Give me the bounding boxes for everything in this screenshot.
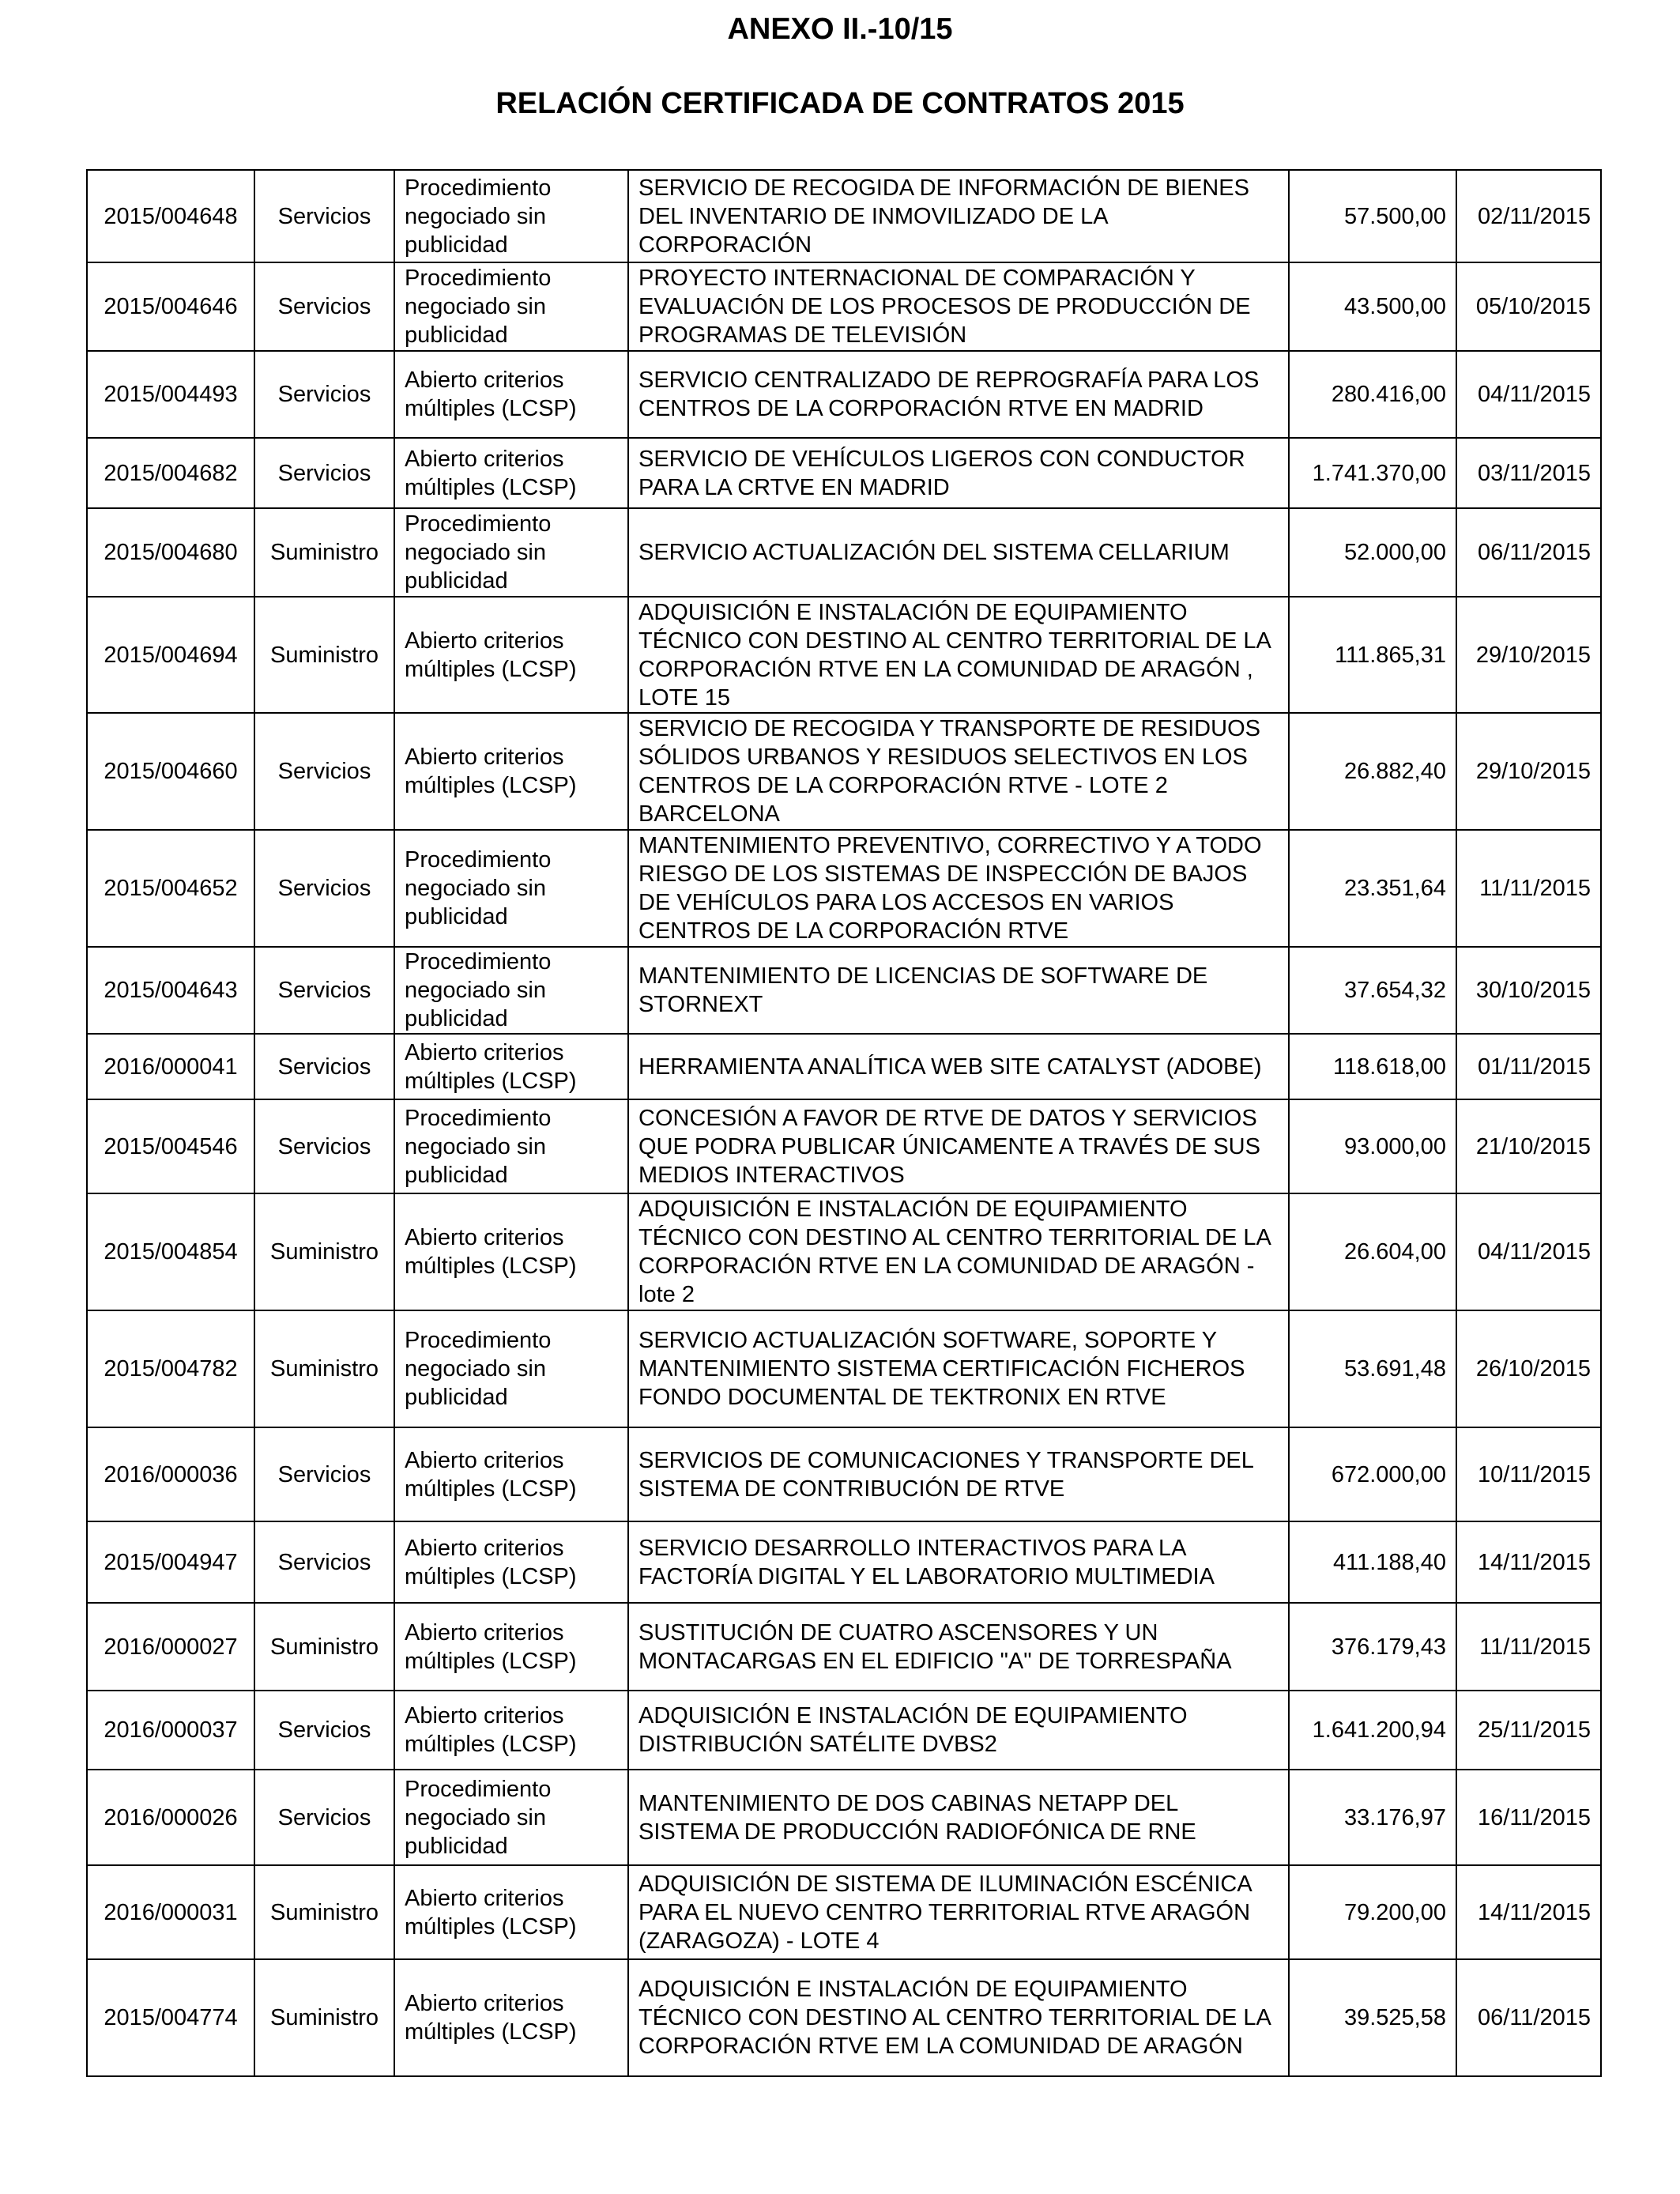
date-cell: 01/11/2015 bbox=[1456, 1034, 1601, 1099]
object-cell: SUSTITUCIÓN DE CUATRO ASCENSORES Y UN MONTACARGAS EN EL EDIFICIO "A" DE TORRESPAÑA bbox=[628, 1603, 1289, 1691]
table-row bbox=[87, 713, 1601, 830]
contract-number-cell: 2015/004854 bbox=[87, 1193, 254, 1310]
table-row bbox=[87, 1691, 1601, 1770]
amount-cell: 93.000,00 bbox=[1289, 1099, 1456, 1193]
contract-number-cell: 2016/000031 bbox=[87, 1865, 254, 1959]
date-cell: 25/11/2015 bbox=[1456, 1691, 1601, 1770]
object-cell: MANTENIMIENTO DE LICENCIAS DE SOFTWARE DE STORNEXT bbox=[628, 947, 1289, 1034]
table-row bbox=[87, 1959, 1601, 2076]
table-row bbox=[87, 1427, 1601, 1521]
object-cell: SERVICIO CENTRALIZADO DE REPROGRAFÍA PARA LOS CENTROS DE LA CORPORACIÓN RTVE EN MADRID bbox=[628, 351, 1289, 438]
contract-type-cell: Servicios bbox=[254, 830, 394, 947]
date-cell: 04/11/2015 bbox=[1456, 1193, 1601, 1310]
procedure-cell: Procedimiento negociado sin publicidad bbox=[394, 1770, 628, 1865]
contract-number-cell: 2015/004774 bbox=[87, 1959, 254, 2076]
amount-cell: 33.176,97 bbox=[1289, 1770, 1456, 1865]
date-cell: 06/11/2015 bbox=[1456, 508, 1601, 597]
object-cell: ADQUISICIÓN DE SISTEMA DE ILUMINACIÓN ESCÉNICA PARA EL NUEVO CENTRO TERRITORIAL RTVE ARAGÓN (ZARAGOZA) - LOTE 4 bbox=[628, 1865, 1289, 1959]
amount-cell: 118.618,00 bbox=[1289, 1034, 1456, 1099]
amount-cell: 376.179,43 bbox=[1289, 1603, 1456, 1691]
date-cell: 26/10/2015 bbox=[1456, 1310, 1601, 1427]
date-cell: 03/11/2015 bbox=[1456, 438, 1601, 508]
date-cell: 14/11/2015 bbox=[1456, 1865, 1601, 1959]
date-cell: 29/10/2015 bbox=[1456, 713, 1601, 830]
table-row bbox=[87, 262, 1601, 351]
amount-cell: 52.000,00 bbox=[1289, 508, 1456, 597]
date-cell: 29/10/2015 bbox=[1456, 597, 1601, 713]
procedure-cell: Procedimiento negociado sin publicidad bbox=[394, 1310, 628, 1427]
page-title: ANEXO II.-10/15 bbox=[727, 13, 953, 46]
table-row bbox=[87, 438, 1601, 508]
date-cell: 21/10/2015 bbox=[1456, 1099, 1601, 1193]
table-row bbox=[87, 1865, 1601, 1959]
contract-number-cell: 2015/004660 bbox=[87, 713, 254, 830]
amount-cell: 280.416,00 bbox=[1289, 351, 1456, 438]
contract-number-cell: 2016/000037 bbox=[87, 1691, 254, 1770]
amount-cell: 39.525,58 bbox=[1289, 1959, 1456, 2076]
contract-type-cell: Servicios bbox=[254, 262, 394, 351]
object-cell: MANTENIMIENTO PREVENTIVO, CORRECTIVO Y A TODO RIESGO DE LOS SISTEMAS DE INSPECCIÓN DE BAJOS DE VEHÍCULOS PARA LOS ACCESOS EN VARIOS CENTROS DE LA CORPORACIÓN RTVE bbox=[628, 830, 1289, 947]
object-cell: SERVICIO DESARROLLO INTERACTIVOS PARA LA FACTORÍA DIGITAL Y EL LABORATORIO MULTIMEDIA bbox=[628, 1521, 1289, 1603]
object-cell: CONCESIÓN A FAVOR DE RTVE DE DATOS Y SERVICIOS QUE PODRA PUBLICAR ÚNICAMENTE A TRAVÉS DE SUS MEDIOS INTERACTIVOS bbox=[628, 1099, 1289, 1193]
contract-type-cell: Servicios bbox=[254, 947, 394, 1034]
amount-cell: 1.741.370,00 bbox=[1289, 438, 1456, 508]
procedure-cell: Procedimiento negociado sin publicidad bbox=[394, 262, 628, 351]
contract-number-cell: 2015/004652 bbox=[87, 830, 254, 947]
table-row bbox=[87, 508, 1601, 597]
object-cell: SERVICIO DE RECOGIDA DE INFORMACIÓN DE BIENES DEL INVENTARIO DE INMOVILIZADO DE LA CORPORACIÓN bbox=[628, 170, 1289, 262]
amount-cell: 37.654,32 bbox=[1289, 947, 1456, 1034]
contract-type-cell: Suministro bbox=[254, 508, 394, 597]
object-cell: SERVICIOS DE COMUNICACIONES Y TRANSPORTE DEL SISTEMA DE CONTRIBUCIÓN DE RTVE bbox=[628, 1427, 1289, 1521]
contract-number-cell: 2016/000027 bbox=[87, 1603, 254, 1691]
contract-number-cell: 2015/004782 bbox=[87, 1310, 254, 1427]
amount-cell: 79.200,00 bbox=[1289, 1865, 1456, 1959]
procedure-cell: Abierto criterios múltiples (LCSP) bbox=[394, 713, 628, 830]
table-row bbox=[87, 1770, 1601, 1865]
contract-number-cell: 2015/004682 bbox=[87, 438, 254, 508]
procedure-cell: Procedimiento negociado sin publicidad bbox=[394, 170, 628, 262]
contract-number-cell: 2015/004680 bbox=[87, 508, 254, 597]
date-cell: 14/11/2015 bbox=[1456, 1521, 1601, 1603]
table-row bbox=[87, 1099, 1601, 1193]
date-cell: 11/11/2015 bbox=[1456, 1603, 1601, 1691]
table-row bbox=[87, 1521, 1601, 1603]
contract-number-cell: 2016/000041 bbox=[87, 1034, 254, 1099]
table-row bbox=[87, 830, 1601, 947]
procedure-cell: Procedimiento negociado sin publicidad bbox=[394, 830, 628, 947]
procedure-cell: Procedimiento negociado sin publicidad bbox=[394, 1099, 628, 1193]
contract-type-cell: Servicios bbox=[254, 1691, 394, 1770]
date-cell: 04/11/2015 bbox=[1456, 351, 1601, 438]
procedure-cell: Procedimiento negociado sin publicidad bbox=[394, 947, 628, 1034]
date-cell: 11/11/2015 bbox=[1456, 830, 1601, 947]
contract-number-cell: 2015/004694 bbox=[87, 597, 254, 713]
table-row bbox=[87, 1603, 1601, 1691]
contract-number-cell: 2015/004643 bbox=[87, 947, 254, 1034]
contract-type-cell: Suministro bbox=[254, 1959, 394, 2076]
contract-type-cell: Suministro bbox=[254, 597, 394, 713]
amount-cell: 23.351,64 bbox=[1289, 830, 1456, 947]
object-cell: ADQUISICIÓN E INSTALACIÓN DE EQUIPAMIENTO DISTRIBUCIÓN SATÉLITE DVBS2 bbox=[628, 1691, 1289, 1770]
contract-type-cell: Servicios bbox=[254, 170, 394, 262]
object-cell: ADQUISICIÓN E INSTALACIÓN DE EQUIPAMIENTO TÉCNICO CON DESTINO AL CENTRO TERRITORIAL DE LA CORPORACIÓN RTVE EN LA COMUNIDAD DE ARAGÓN - lote 2 bbox=[628, 1193, 1289, 1310]
procedure-cell: Abierto criterios múltiples (LCSP) bbox=[394, 1427, 628, 1521]
contracts-table bbox=[86, 169, 1602, 2077]
amount-cell: 411.188,40 bbox=[1289, 1521, 1456, 1603]
procedure-cell: Abierto criterios múltiples (LCSP) bbox=[394, 597, 628, 713]
amount-cell: 53.691,48 bbox=[1289, 1310, 1456, 1427]
date-cell: 05/10/2015 bbox=[1456, 262, 1601, 351]
contract-number-cell: 2016/000036 bbox=[87, 1427, 254, 1521]
date-cell: 10/11/2015 bbox=[1456, 1427, 1601, 1521]
page-subtitle: RELACIÓN CERTIFICADA DE CONTRATOS 2015 bbox=[495, 87, 1185, 120]
table-row bbox=[87, 1034, 1601, 1099]
procedure-cell: Abierto criterios múltiples (LCSP) bbox=[394, 1691, 628, 1770]
procedure-cell: Abierto criterios múltiples (LCSP) bbox=[394, 351, 628, 438]
object-cell: SERVICIO DE RECOGIDA Y TRANSPORTE DE RESIDUOS SÓLIDOS URBANOS Y RESIDUOS SELECTIVOS EN LOS CENTROS DE LA CORPORACIÓN RTVE - LOTE 2 BARCELONA bbox=[628, 713, 1289, 830]
contract-type-cell: Servicios bbox=[254, 1034, 394, 1099]
contract-type-cell: Servicios bbox=[254, 1099, 394, 1193]
procedure-cell: Abierto criterios múltiples (LCSP) bbox=[394, 1865, 628, 1959]
amount-cell: 111.865,31 bbox=[1289, 597, 1456, 713]
procedure-cell: Abierto criterios múltiples (LCSP) bbox=[394, 1521, 628, 1603]
contract-type-cell: Suministro bbox=[254, 1193, 394, 1310]
contract-number-cell: 2016/000026 bbox=[87, 1770, 254, 1865]
contract-type-cell: Suministro bbox=[254, 1603, 394, 1691]
contract-type-cell: Servicios bbox=[254, 438, 394, 508]
object-cell: MANTENIMIENTO DE DOS CABINAS NETAPP DEL SISTEMA DE PRODUCCIÓN RADIOFÓNICA DE RNE bbox=[628, 1770, 1289, 1865]
contract-number-cell: 2015/004947 bbox=[87, 1521, 254, 1603]
contract-number-cell: 2015/004648 bbox=[87, 170, 254, 262]
table-row bbox=[87, 597, 1601, 713]
procedure-cell: Abierto criterios múltiples (LCSP) bbox=[394, 1034, 628, 1099]
table-row bbox=[87, 170, 1601, 262]
procedure-cell: Abierto criterios múltiples (LCSP) bbox=[394, 1603, 628, 1691]
object-cell: SERVICIO DE VEHÍCULOS LIGEROS CON CONDUCTOR PARA LA CRTVE EN MADRID bbox=[628, 438, 1289, 508]
contract-number-cell: 2015/004546 bbox=[87, 1099, 254, 1193]
contract-type-cell: Servicios bbox=[254, 351, 394, 438]
amount-cell: 26.604,00 bbox=[1289, 1193, 1456, 1310]
date-cell: 06/11/2015 bbox=[1456, 1959, 1601, 2076]
object-cell: ADQUISICIÓN E INSTALACIÓN DE EQUIPAMIENTO TÉCNICO CON DESTINO AL CENTRO TERRITORIAL DE LA CORPORACIÓN RTVE EM LA COMUNIDAD DE ARAGÓN bbox=[628, 1959, 1289, 2076]
table-row bbox=[87, 1193, 1601, 1310]
procedure-cell: Procedimiento negociado sin publicidad bbox=[394, 508, 628, 597]
date-cell: 02/11/2015 bbox=[1456, 170, 1601, 262]
contract-type-cell: Servicios bbox=[254, 1427, 394, 1521]
amount-cell: 672.000,00 bbox=[1289, 1427, 1456, 1521]
contract-type-cell: Servicios bbox=[254, 1770, 394, 1865]
contract-number-cell: 2015/004493 bbox=[87, 351, 254, 438]
date-cell: 16/11/2015 bbox=[1456, 1770, 1601, 1865]
contract-type-cell: Suministro bbox=[254, 1310, 394, 1427]
object-cell: SERVICIO ACTUALIZACIÓN DEL SISTEMA CELLARIUM bbox=[628, 508, 1289, 597]
amount-cell: 43.500,00 bbox=[1289, 262, 1456, 351]
date-cell: 30/10/2015 bbox=[1456, 947, 1601, 1034]
object-cell: PROYECTO INTERNACIONAL DE COMPARACIÓN Y EVALUACIÓN DE LOS PROCESOS DE PRODUCCIÓN DE PROGRAMAS DE TELEVISIÓN bbox=[628, 262, 1289, 351]
procedure-cell: Abierto criterios múltiples (LCSP) bbox=[394, 438, 628, 508]
contract-number-cell: 2015/004646 bbox=[87, 262, 254, 351]
object-cell: ADQUISICIÓN E INSTALACIÓN DE EQUIPAMIENTO TÉCNICO CON DESTINO AL CENTRO TERRITORIAL DE LA CORPORACIÓN RTVE EN LA COMUNIDAD DE ARAGÓN , LOTE 15 bbox=[628, 597, 1289, 713]
contract-type-cell: Servicios bbox=[254, 713, 394, 830]
procedure-cell: Abierto criterios múltiples (LCSP) bbox=[394, 1193, 628, 1310]
table-row bbox=[87, 947, 1601, 1034]
amount-cell: 57.500,00 bbox=[1289, 170, 1456, 262]
procedure-cell: Abierto criterios múltiples (LCSP) bbox=[394, 1959, 628, 2076]
contract-type-cell: Servicios bbox=[254, 1521, 394, 1603]
table-row bbox=[87, 351, 1601, 438]
amount-cell: 1.641.200,94 bbox=[1289, 1691, 1456, 1770]
object-cell: SERVICIO ACTUALIZACIÓN SOFTWARE, SOPORTE Y MANTENIMIENTO SISTEMA CERTIFICACIÓN FICHEROS FONDO DOCUMENTAL DE TEKTRONIX EN RTVE bbox=[628, 1310, 1289, 1427]
object-cell: HERRAMIENTA ANALÍTICA WEB SITE CATALYST (ADOBE) bbox=[628, 1034, 1289, 1099]
contract-type-cell: Suministro bbox=[254, 1865, 394, 1959]
amount-cell: 26.882,40 bbox=[1289, 713, 1456, 830]
table-row bbox=[87, 1310, 1601, 1427]
